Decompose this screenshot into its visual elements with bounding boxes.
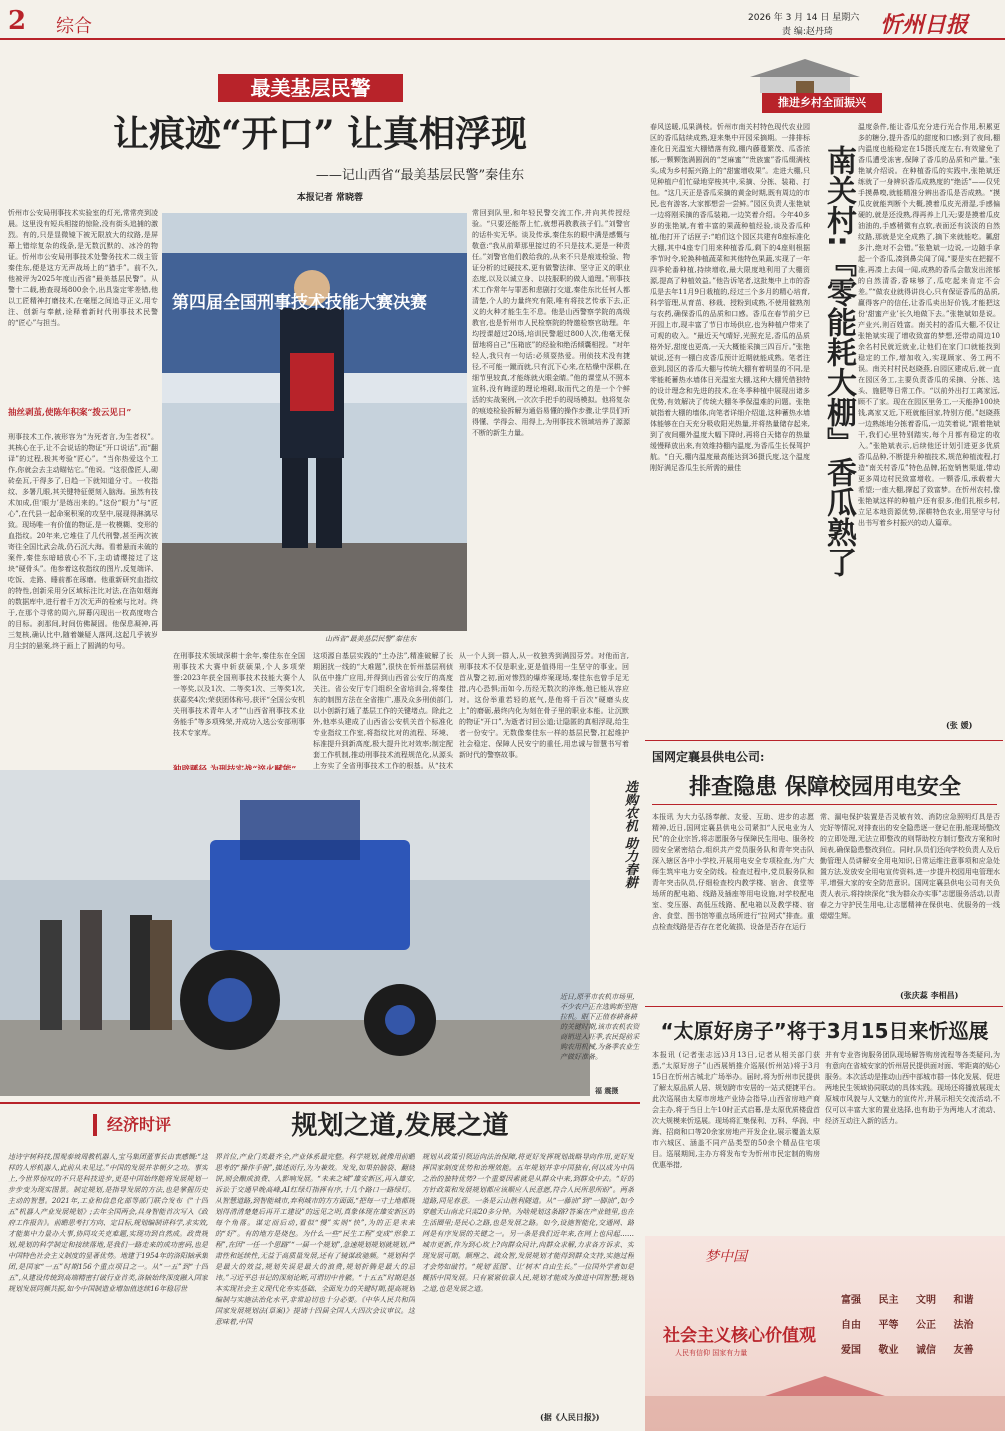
article2-col2: 温度条件,能让香瓜充分进行光合作用,积累更多的糖分,提升香瓜的甜度和口感;到了夜间,棚内温度也能稳定在15摄氏度左右,有效避免了香瓜遭受冻害,保障了香瓜的品质和产量。”张艳斌介绍说。在种植香瓜的实践中,张艳斌还练就了一身辨识香瓜成熟度的“绝活”——仅凭手摸鼻嗅,就能精准分辨出香瓜是否成熟。“摸瓜皮就能判断个大概,摸着瓜皮光滑湿,手感偏硬的,就是还没熟,得再养上几天;要是摸着瓜皮油油的,手感稍微有点软,表面还有淡淡的自然纹路,那就是完全成熟了,摘下来就能吃。瓤甜多汁,绝对不会错。”张艳斌一边说,一边随手拿起一个香瓜,凑到鼻尖闻了闻,“要是实在把握不准,再凑上去闻一闻,成熟的香瓜会散发出浓郁的自然清香,香味够了,瓜吃起来肯定不会差。”“做农业就得讲良心,只有保证香瓜的品质,赢得客户的信任,让香瓜卖出好价钱,才能把这份‘甜蜜产业’长久地做下去。”张艳斌如是说。产业兴,则百姓富。南关村的香瓜大棚,不仅让张艳斌实现了增收致富的梦想,还带动周边10余名村民就近就业,让他们在家门口就能找到稳定的工作,增加收入,实现顾家、务工两不误。南关村村民赵晓燕,自园区建成后,就一直在园区务工,主要负责香瓜的采摘、分拣、选头、施肥等日常工作。“以前外出打工离家远,顾不了家。现在在园区里务工,一天能挣100块钱,离家又近,下班就能回家,特别方便。”赵晓燕一边熟练地分拣着香瓜,一边笑着说,“跟着艳斌干,我们心里特别踏实,每个月都有稳定的收入。”张艳斌表示,后续他还计划引进更多优质香瓜品种,不断提升种植技术,规范种植流程,打造“南关村香瓜”特色品牌,拓宽销售渠道,带动更多周边村民致富增收。一颗香瓜,承载着大希望;一座大棚,撑起了致富梦。在忻州农村,像张艳斌这样的种植户还有很多,他们扎根乡村,立足本地资源优势,深耕特色农业,用坚守与付出书写着乡村振兴的动人篇章。 — [858, 123, 1000, 527]
article5-source: (据《人民日报》) — [540, 1412, 600, 1422]
ad-slogan: 人民有信仰 国家有力量 — [675, 1349, 748, 1357]
village-house-icon — [730, 55, 880, 93]
divider-article3-under — [652, 804, 997, 805]
divider-article4 — [645, 1006, 1003, 1007]
article1-col4a: 这项源自基层实践的“土办法”,精准破解了长期困扰一线的“大难题”,很快在忻州基层刑侦队伍中推广应用,并得到山西省公安厅的高度关注。省公安厅专门组织全省培训会,将秦佳东的制图方法在全省推广,惠及众多刑侦部门,以小创新打通了基层工作的关键堵点。除此之外,他率头建成了山西省公安机关首个标准化专业指纹工作室,将指纹比对的流程、环境、标准提升到新高度,极大提升比对效率;制定配套工作机制,推动刑事技术流程规范化,从源头上夯实了全省刑事技术工作的根基。从“技术 — [313, 652, 453, 770]
article1-subheadline: ——记山西省“最美基层民警”秦佳东 — [315, 168, 525, 183]
article3-author: (张庆蕊 李相昌) — [900, 990, 959, 1000]
police-photo-caption: 山西省“最美基层民警”秦佳东 — [325, 635, 417, 643]
police-photo — [162, 213, 467, 631]
article1-col1: 忻州市公安局刑事技术实验室的灯光,常常亮到凌晨。这里没有短兵相接的惊险,没有街头追捕的激烈。有的,只是显微镜下被无限放大的纹路,是屏幕上错综复杂的线条,是无数沉默的、冰冷的物证。忻州市公安局刑事技术处警务技术二级主管秦佳东,便是这方无声战场上的“猎手”。前不久,他被评为2025年度山西省“最美基层民警”。从警十二载,勘查现场800余个,出具鉴定零差错,他以工匠精神打磨技术,在毫厘之间追寻正义,用专注、创新与奉献,诠释着新时代刑事技术民警的“匠心”与担当。 — [8, 209, 158, 327]
page-number: 2 — [8, 6, 27, 36]
value-word: 友善 — [953, 1345, 974, 1356]
village-illustration — [730, 55, 880, 93]
divider-article3 — [645, 740, 1003, 741]
value-word: 民主 — [878, 1295, 899, 1306]
photo-banner-text: 第四届全国刑事技术技能大赛决赛 — [172, 293, 427, 313]
core-values-ad — [645, 1236, 1005, 1431]
article1-col5: 从一个人到一群人,从一枚独秀到满园芬芳。对他而言,刑事技术不仅是职业,更是值得用一生坚守的事业。回首从警之初,面对惨烈的爆炸案现场,秦佳东也曾手足无措,内心恐惧;而如今,历经无数次的淬炼,他已能从容应对。这份举重若轻的底气,是他将千百次“硬磨头皮上”的磨砺,最终内化为刻在骨子里的职业本能。让沉默的物证“开口”,为逝者讨回公道;让隐匿的真相浮现,给生者一份安宁。无数像秦佳东一样的基层民警,扛起维护社会稳定、保障人民安宁的重任,用忠诚与智慧书写着新时代的警察故事。 — [459, 652, 629, 759]
section-name: 综合 — [56, 16, 92, 37]
article1-col1b: 刑事技术工作,被形容为“为死者言,为生者权”。其核心在于,让不会说话的物证“开口说话”,而“翻译”的过程,极其考验“匠心”。“当你热爱这个工作,你就会去主动瞄钻它。”他说。“这很像匠人,砌砖垒瓦,干得多了,日趋一下就知道分寸。一枚指纹、多署几眼,其关键特征便刻入脑海。虽然有技术加成,但‘眼力’是练出来的。”这份“眼力”与“匠心”,在代县一起命案积案的攻坚中,展现得淋漓尽致。现场唯一有价值的物证,是一枚模糊、变形的血指纹。20年来,它堆住了几代刑警,甚至两次被寄往全国比武会战,仍石沉大海。看着悬而未破的案件,秦佳东暗暗放心不下,主动请缨接过了这块“硬骨头”。他参着这枚指纹的图片,反复端详、吃饭、走路、睡前都在琢磨。他重新研究血指纹的特性,创新采用分区域标注比对法,在浩如烟海的数据库中,进行着千万次无声的检索与比对。终于,在那个寻常的周六,屏幕闪现出一枚高度吻合的目标。刹那间,时间仿佛凝固。他保息凝神,再三复核,确认比中,随着嫌疑人落网,这起几乎被岁月尘封的悬案,终于画上了圆满的句号。 — [8, 433, 158, 650]
ad-title: 社会主义核心价值观 — [663, 1326, 816, 1346]
column-label-best-police: 最美基层民警 — [218, 74, 403, 102]
article1-byline: 本报记者 常晓蓉 — [296, 193, 364, 203]
value-word: 富强 — [841, 1295, 861, 1306]
column-label-rural: 推进乡村全面振兴 — [762, 93, 882, 113]
value-word: 平等 — [878, 1320, 899, 1331]
article1-headline: 让痕迹“开口” 让真相浮现 — [113, 113, 527, 155]
article3-kicker: 国网定襄县供电公司: — [652, 750, 765, 764]
article5-col3: 规划从政策引领迈向法治保障,将更好发挥规划战略导向作用,更好发挥国家制度优势和治理效能。五年规划并非中国独有,何以成为中国之治的独特优势?一个重要因素就是从群众中来,到群众中去。“好的方针政策和发展规划都应该顺应人民意愿,符合人民所思所盼”。两条道路,同见春意。一条是云山胜利隧道。从“一藤油”到“一脚油”,如今穿越天山南北只需20多分钟。为啥规划这条路?答案在产业链里,也在生活圈里;是民心之路,也是发展之路。如今,设施智能化,交通网、路网是有序发展的关键之一。另一条是我们近年来,在网上也问起……城市更新,作为到心坎上?向群众问计,向群众求解,力求各方诉求、实现发展可期。顺理之、疏众智,发展规划才能得到群众支持,实施过程才会势如破竹。“规划‘蓝图’、让‘树木’自由生长。”一位国外学者如是概括中国发展。只有紧紧依靠人民,规划才能成为推进中国智慧;规划之道,也是发展之道。 — [422, 1153, 634, 1293]
article4-headline: “太原好房子”将于3月15日来忻巡展 — [660, 1019, 989, 1043]
ad-values-grid — [841, 1291, 991, 1356]
tractor-vertical-title: 选购农机 助力春耕 — [622, 780, 637, 889]
tractor-photo-illustration — [0, 770, 590, 1096]
article1-subhead1: 抽丝剥茧,使陈年积案“拨云见日” — [8, 408, 132, 418]
value-word: 和谐 — [953, 1295, 974, 1306]
article2-col1: 春风送暖,瓜果满枝。忻州市南关村特色现代农业园区的香瓜陆续成熟,迎来集中开园采摘期。一排排标准化日光温室大棚错落有致,棚内藤蔓繁茂、瓜香浓郁,一颗颗饱满圆润的“芝麻蜜”“贵族蜜”香瓜缀满枝头,成为乡村振兴路上的“甜蜜增收果”。走进大棚,只见种植户们忙碌地穿梭其中,采摘、分拣、装箱、打包。“这几天正是香瓜采摘的黄金时期,既有周边的市民,也有游客,大家都想尝一尝鲜。”园区负责人张艳斌一边将刚采摘的香瓜装箱,一边笑着介绍。今年40多岁的张艳斌,有着丰富的果蔬种植经验,谈及香瓜种植,他打开了话匣子:“咱们这个园区共建有8座标准化大棚,其中4座专门用来种植香瓜,剩下的4座则根据季节时令,轮换种植蔬菜和其他特色果蔬,实现了一年四季轮番种植,持续增收,最大限度地利用了大棚资源,提高了种植效益。”他告诉笔者,这批集中上市的香瓜是去年11月9日栽植的,经过三个多月的精心培育,科学管理,从育苗、移栽、授粉到成熟,不使用催熟剂与农药,确保香瓜的品质和口感。香瓜在春节前夕已开园上市,现丰富了节日市场供应,也为种植户带来了可观的收入。“最近天气晴好,光照充足,香瓜的品质格外好,甜度也更高,一天大概能采摘三四百斤。”张艳斌说,还有一棚白皮香瓜预计近期就能成熟。笔者注意到,园区的香瓜大棚与传统大棚有着明显的不同,是零能耗蓄热水墙体日光温室大棚,这种大棚凭借独特的设计理念和先进的技术,在冬季种植中展现出诸多优势,有效解决了传统大棚冬季保温难的问题。张艳斌指着大棚的墙体,向笔者详细介绍道,这种蓄热水墙体能够在白天充分吸收阳光热量,并将热量储存起来,到了夜间棚外温度大幅下降时,再将白天储存的热量缓慢释放出来,有效维持棚内温度,为香瓜生长保驾护航。“白天,棚内温度最高能达到36摄氏度,这个温度刚好满足香瓜生长所需的最佳 — [650, 123, 810, 472]
ad-brand: 梦中国 — [705, 1249, 747, 1265]
article3-headline: 排查隐患 保障校园用电安全 — [689, 775, 961, 800]
tractor-photo-caption: 近日,原平市农机市场里,不少农户正在选购新型拖拉机。眼下正值春耕备耕的关键时期,该市农机农资商销进入旺季,农民提前采购农用机械,为备季农业生产做好准备。 — [560, 993, 640, 1061]
article4-col2: 并有专业咨询服务团队现场解答购房流程等各类疑问,为有意向在省城安家的忻州居民提供面对面、零距离的贴心服务。本次活动是推动山西中部城市群一体化发展、促进两地民生领域协同联动的具体实践。现场还将播放展现太原城市风貌与人文魅力的宣传片,并展示相关交流活动,不仅可以丰富大家的置业选择,也有助于为两地人才流动、经济互动注入新的活力。 — [825, 1051, 1000, 1125]
article5-col1: 违诗宇树科技,围观泰坡周教机器人,宝马集团董事长由衷感慨:“这样的人形机器人,此前从未见过。”中国的发展并非朝夕之功。事实上,今世界惊叹的不只是科技进步,更是中国始终能将发展规划一步步变为现实图景。制定规划,是指导发展的方法,也是掌握历史主动的智慧。2021年,工业和信息化部等部门联合发布《“十四五”机器人产业发展规划》;去年全国两会,具身智能首次写入《政府工作报告》。前瞻思考打方向、定目标,规划编制讲科学,求实效,才能集中力量办大事,协同攻关克难题,实现功到自然成。政贵规划,规划的科学制定和接续落地,是我们一路走来的成功密码,也是中国特色社会主义制度的显著优势。地建于1954年的洛阳轴承集团,是国家“一五”时期156个重点项目之一。从“一五”到“十四五”,从建设传统到高端精密打破行业首类,洛轴始终深度融入国家规划发展同频共振,如今中国制造业增加值连续16年稳居世 — [8, 1153, 208, 1293]
divider-article5 — [0, 1102, 640, 1104]
article2-author: (张 媛) — [946, 720, 973, 730]
editor-credit: 责 编:赵丹琦 — [782, 27, 833, 37]
value-word: 自由 — [841, 1320, 861, 1331]
article5-col2: 界首位,产业门类最齐全,产业体系最完整。科学规划,就像用前瞻思考的“操作手册”,描述而行,为为兼效。发发,如果拍脑袋、翻烧饼,则会酿成浪费、人影响发展。“未来之城”雄安新区,再入雄安,诉讼于交通早晚高峰,AI红绿灯指挥有序,十几个路口一路绿灯。从智慧道路,到智能城市,弃利城市的方方面面,“把每一寸土地都规划得清清楚楚后再开工建设”的远见之明,真象体现在雄安新区的每个角落。谋定而后动,看似“慢”实则“快”,为的正是未来的“好”。有的地方是烧包。为什么一些“民生工程”变成“形象工程”,在因“一任一个思路”“一届一个规划”,急速规划规划就规划,严肃性和延续性,无益于高质量发展,还有了镜谋政驰频。“规划科学是最大的效益,规划失误是最大的浪费,规划折腾是最大的忌讳。”习近平总书记的深刻论断,可谓切中肯綮。“十五五”时期是基本实现社会主义现代化夯实基础、全面发力的关键时期,提高规划编制与实施法治化水平,非常迫切也十分必要。《中华人民共和国国家发展规划法(草案)》提请十四届全国人大四次会议审议。这意味着,中国 — [215, 1153, 415, 1326]
article2-headline: 南关村:『零能耗大棚』香瓜熟了 — [821, 145, 856, 577]
police-photo-illustration — [162, 213, 467, 631]
article3-col1: 本报讯 为大力弘扬奉献、友爱、互助、进步的志愿精神,近日,国网定襄县供电公司紧扣“人民电业为人民”的企业宗旨,将志愿服务与保障民生用电、服务校园安全紧密结合,组织共产党员服务队和青年突击队深入辖区各中小学校,开展用电安全专项检查,为广大师生筑牢电力安全防线。检查过程中,党员服务队和青年突击队员,仔细检查校内教学楼、宿舍、食堂等场所的配电箱、线路及插座等用电设施,对学校配电室、变压器、高低压线路、配电箱以及教学楼、宿舍、食堂、图书馆等重点场所进行“拉网式”排查。重点检查线路是否存在老化破损、设备是否存在运行 — [652, 813, 814, 931]
article1-col3a: 在刑事技术领域深耕十余年,秦佳东在全国刑事技术大赛中斩获硕果,个人多项荣誉:2023年获全国刑事技术技能大赛个人一等奖,以及1次、二等奖1次、三等奖1次,获嘉奖4次;荣获团体称号,获评“全国公安机关刑事技术青年人才”“山西省刑事技术业务能手”等多项殊荣,并成功入选公安部刑事技术专家库。 — [173, 652, 305, 737]
value-word: 文明 — [916, 1295, 936, 1306]
ad-gate-illustration — [645, 1376, 1005, 1431]
value-word: 敬业 — [878, 1345, 899, 1356]
tractor-photo-author: 福 震摄 — [595, 1086, 619, 1095]
value-word: 公正 — [916, 1320, 936, 1331]
tractor-photo — [0, 770, 590, 1096]
article1-col2: 常回到队里,和年轻民警交流工作,并向其传授经验。“只要还能帮上忙,就想再教教孩子们。”刘警官的话朴实无华。谈及传承,秦佳东的眼中满是感慨与敬意:“我从前辈那里接过的不只是技术,更是一种责任。”刘警官他们教给我的,从来不只是痕迹检验、物证分析的过硬技术,更有做警法律、坚守正义的职业态度,以及以诚立身、以技服职的做人道理。”刑事技术工作常年与罪恶和悲剧打交道,秦佳东比任何人都清楚,个人的力量终究有限,唯有将技艺传承下去,正义的火种才能生生不息。他是山西警察学院的高级教官,也是忻州市人民检察院的特邀检察官助理。年均授课超过20场,培训民警超过800人次,他毫无保留地将自己“压箱底”的经验和绝活倾囊相授。“对年轻人,我只有一句话:必须耍热爱。刑侦技术没有捷径,不可能一蹴而就,只有沉下心来,在枯燥中深耕,在细节里较真,才能练就火眼金睛。”他的课堂从不照本宣科,没有晦涩的理论堆砌,取而代之的是一个个鲜活的实战案例,一次次手把手的现场模拟。他将复杂的痕迹检验拆解为通俗易懂的操作步骤,让学员们听得懂、学得会、用得上,为刑事技术领域培养了源源不断的新生力量。 — [472, 209, 630, 437]
article4-col1: 本报讯 (记者张志远)3月13日,记者从相关部门获悉,“太原好房子”山西展销推介巡展(忻州站)将于3月15日在忻州古城北广场举办。届时,将为忻州市民提供了解太原品质人居、规划跨市安居的一站式便捷平台。此次巡展由太原市房地产业协会指导,山西省房地产商会主办,将于当日上午10时正式启幕,是太原优质楼盘首次大规模来忻巡展。现场将汇集保利、万科、华润、中海、招商和口等20余家房地产开发企业,展示覆盖太原市六城区、涵盖不同产品类型的50余个精品住宅项目。巡展期间,主办方将发布专为忻州市民定制的购房优惠举措, — [652, 1051, 820, 1169]
column-label-economy: 经济时评 — [93, 1114, 203, 1136]
article5-headline: 规划之道,发展之道 — [291, 1111, 509, 1141]
article3-col2: 常、漏电保护装置是否灵敏有效、消防应急照明灯具是否完好等情况,对排查出的安全隐患逐一登记在册,能现场整改的立即处理,无法立即整改的则帮助校方制订整改方案和时间表,确保隐患整改到位。同时,队员们还向学校负责人及后勤管理人员讲解安全用电知识,日常运维注意事项和应急处置方法,发放安全用电宣传资料,进一步提升校园用电管理水平,增强大家的安全防范意识。国网定襄县供电公司有关负责人表示,将持续深化“我为群众办实事”志愿服务活动,以青春之力守护民生用电,让志愿精神在保供电、优服务的一线熠熠生辉。 — [820, 813, 1000, 920]
value-word: 法治 — [953, 1320, 974, 1331]
masthead — [0, 4, 1005, 40]
newspaper-logo: 忻州日报 — [880, 12, 969, 38]
value-word: 爱国 — [841, 1345, 861, 1356]
issue-date: 2026 年 3 月 14 日 星期六 — [748, 13, 860, 23]
value-word: 诚信 — [916, 1345, 936, 1356]
